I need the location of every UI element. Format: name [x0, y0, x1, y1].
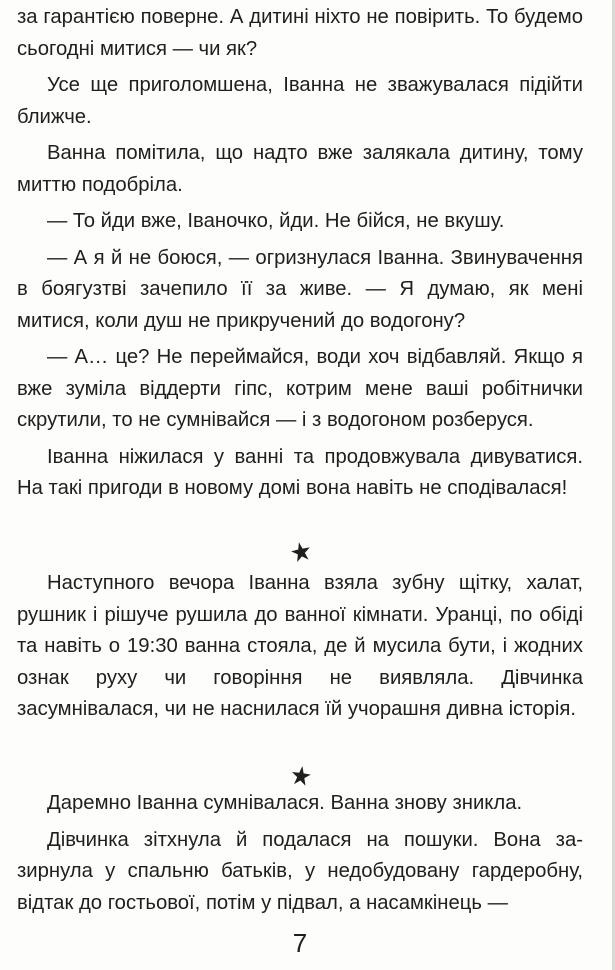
paragraph: — А я й не боюся, — огризнулася Іванна. Звинувачення в боягузтві зачепило її за живе. — Я думаю, як мені митися, коли душ не прикручений до водогону?	[17, 246, 583, 332]
paragraph: Усе ще приголомшена, Іванна не зважувалася підійти ближче.	[17, 74, 583, 128]
paragraph: — То йди вже, Іваночко, йди. Не бійся, не вкушу.	[47, 210, 505, 232]
paragraph: Дівчинка зітхнула й подалася на пошуки. Вона зазирнула у спальню батьків, у недобудовану гардеробну, відтак до гостьової, потім у підвал, а насамкінець —	[17, 828, 583, 914]
paragraph: Ванна помітила, що надто вже залякала дитину, тому миттю подобріла.	[17, 142, 583, 196]
paragraph: Даремно Іванна сумнівалася. Ванна знову зникла.	[47, 792, 523, 814]
section-break-star-icon	[289, 540, 313, 564]
paragraph: за гарантією поверне. А дитині ніхто не повірить. То будемо сьогодні митися — чи як?	[17, 6, 583, 60]
paragraph: Іванна ніжилася у ванні та продовжувала дивуватися. На такі пригоди в новому домі вона навіть не сподівалася!	[17, 445, 583, 499]
text-block-1	[17, 2, 583, 510]
text-block-3	[17, 788, 583, 924]
page-number: 7	[292, 928, 308, 958]
text-block-2	[17, 568, 583, 731]
section-break-star-icon	[289, 764, 313, 788]
paragraph: — А… це? Не переймайся, води хоч відбавляй. Якщо я вже зуміла віддерти гіпс, котрим мене ваші робітнички скрутили, то не сумнівайся — і з водогоном розберуся.	[17, 346, 583, 431]
paragraph: Наступного вечора Іванна взяла зубну щітку, халат, рушник і рішуче рушила до ванної кімнати. Уранці, по обіді та навіть о 19:30 ванна стояла, де й мусила бути, і жодних ознак руху чи говоріння не виявляла. Дівчинка засумнівалася, чи не наснилася їй учорашня дивна історія.	[17, 572, 583, 720]
